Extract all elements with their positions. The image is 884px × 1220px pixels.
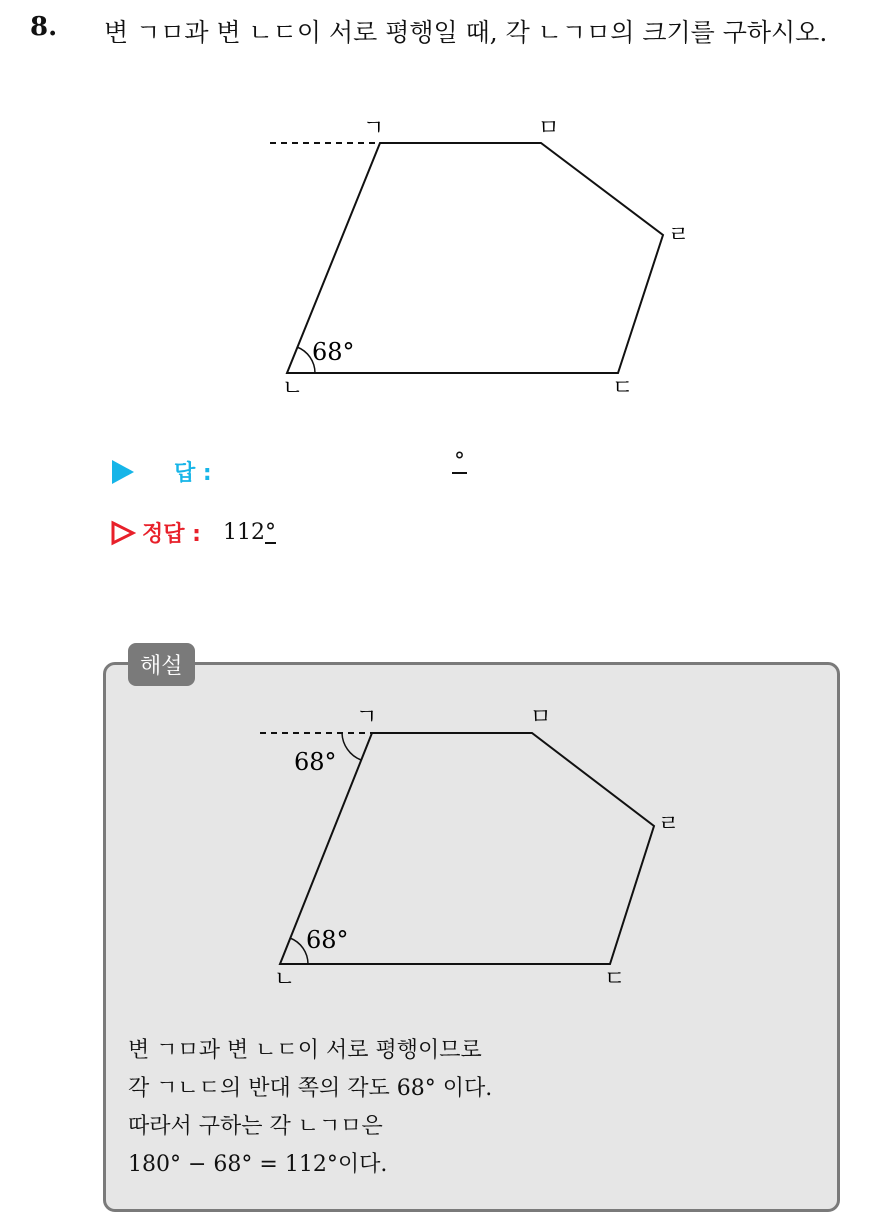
explanation-line: 각 ㄱㄴㄷ의 반대 쪽의 각도 68° 이다. <box>128 1076 493 1101</box>
explanation-figure <box>250 700 690 990</box>
explanation-text <box>128 1032 492 1184</box>
angle-label-n: 68° <box>306 926 349 954</box>
explanation-tag: 해설 <box>128 643 195 686</box>
vertex-label-n: ㄴ <box>274 967 296 990</box>
play-triangle-icon <box>112 460 134 484</box>
outline-triangle-icon <box>110 520 136 546</box>
vertex-label-g: ㄱ <box>363 116 385 141</box>
question-figure <box>260 110 700 400</box>
answer-unit: ° <box>454 449 465 474</box>
correct-value: 112° <box>222 520 276 545</box>
vertex-label-r: ㄹ <box>658 812 680 837</box>
explanation-line: 변 ㄱㅁ과 변 ㄴㄷ이 서로 평행이므로 <box>128 1038 482 1063</box>
vertex-label-r: ㄹ <box>668 223 690 248</box>
vertex-label-d: ㄷ <box>612 376 634 400</box>
angle-arc-g <box>342 733 361 760</box>
explanation-line: 따라서 구하는 각 ㄴㄱㅁ은 <box>128 1114 383 1139</box>
answer-label: 답 : <box>174 461 212 486</box>
explanation-line: 180° − 68° = 112°이다. <box>128 1152 388 1177</box>
vertex-label-m: ㅁ <box>530 705 552 730</box>
vertex-label-m: ㅁ <box>538 116 560 141</box>
vertex-label-g: ㄱ <box>356 705 378 730</box>
correct-label: 정답 : <box>142 522 201 547</box>
angle-label-g: 68° <box>294 748 337 776</box>
vertex-label-d: ㄷ <box>604 967 626 990</box>
correct-answer-row <box>110 517 276 548</box>
answer-row <box>112 456 212 487</box>
correct-unit: ° <box>264 520 276 545</box>
vertex-label-n: ㄴ <box>282 376 304 400</box>
question-number: 8. <box>30 12 58 42</box>
angle-label-n: 68° <box>312 338 355 366</box>
question-text: 변 ㄱㅁ과 변 ㄴㄷ이 서로 평행일 때, 각 ㄴㄱㅁ의 크기를 구하시오. <box>104 18 828 47</box>
